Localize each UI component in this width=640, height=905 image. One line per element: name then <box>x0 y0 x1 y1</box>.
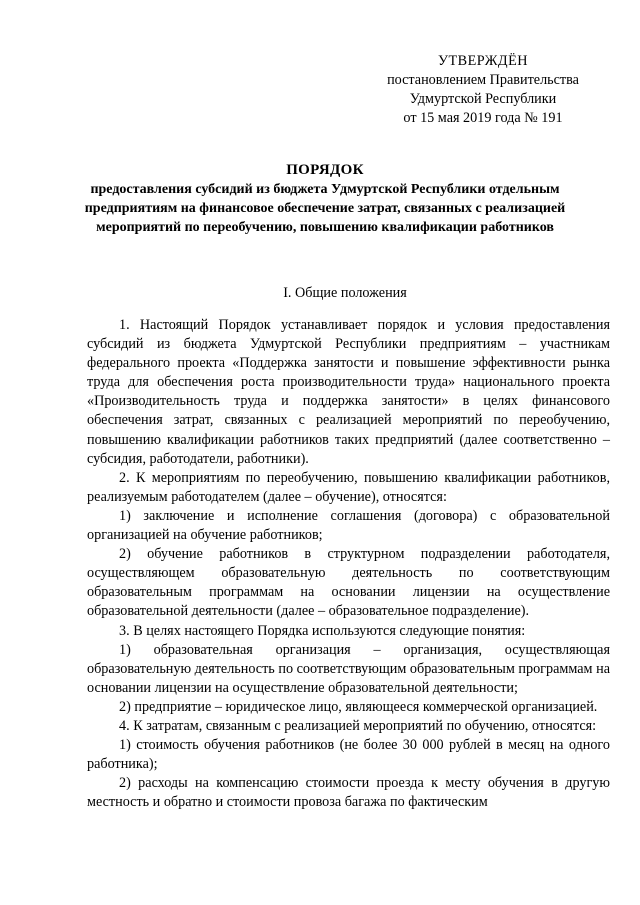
document-title <box>80 161 570 237</box>
paragraph: 1) образовательная организация – организация, осуществляющая образовательную деятельность по соответствующим образовательным программам на основании лицензии на осуществление образовательной деятельности; <box>87 641 610 696</box>
document-body <box>87 316 610 812</box>
approval-line-1: постановлением Правительства <box>387 72 579 88</box>
paragraph: 2) обучение работников в структурном подразделении работодателя, осуществляющем образовательную деятельность по соответствующим образовательным программам на основании лицензии на осуществление образовательной деятельности (далее – образовательное подразделение). <box>87 546 610 620</box>
paragraph: 2) расходы на компенсацию стоимости проезда к месту обучения в другую местность и обратно и стоимости провоза багажа по фактическим <box>87 775 610 811</box>
paragraph: 1) заключение и исполнение соглашения (договора) с образовательной организацией на обучение работников; <box>87 507 610 544</box>
paragraph: 1) стоимость обучения работников (не более 30 000 рублей в месяц на одного работника); <box>87 737 610 773</box>
paragraph: 2. К мероприятиям по переобучению, повышению квалификации работников, реализуемым работодателем (далее – обучение), относятся: <box>87 469 610 505</box>
approval-line-2: Удмуртской Республики <box>409 91 557 107</box>
paragraph: 2) предприятие – юридическое лицо, являющееся коммерческой организацией. <box>119 698 598 715</box>
title-subtitle: предоставления субсидий из бюджета Удмуртской Республики отдельным предприятиям на финансовое обеспечение затрат, связанных с реализацией мероприятий по переобучению, повышению квалификации работников <box>84 182 566 235</box>
paragraph: 3. В целях настоящего Порядка используются следующие понятия: <box>119 622 526 639</box>
paragraph: 4. К затратам, связанным с реализацией мероприятий по обучению, относятся: <box>119 717 597 734</box>
title-main: ПОРЯДОК <box>286 162 364 178</box>
paragraph: 1. Настоящий Порядок устанавливает порядок и условия предоставления субсидий из бюджета Удмуртской Республики предприятиям – участникам федерального проекта «Поддержка занятости и повышение эффективности рынка труда для обеспечения роста производительности труда» национального проекта «Производительность труда и поддержка занятости» в целях финансового обеспечения затрат, связанных с реализацией мероприятий по переобучению, повышению квалификации работников таких предприятий (далее соответственно – субсидия, работодатели, работники). <box>87 317 610 467</box>
approval-line-3: от 15 мая 2019 года № 191 <box>403 110 563 126</box>
section-heading: I. Общие положения <box>283 285 407 301</box>
approval-stamp <box>368 52 598 128</box>
approval-heading: УТВЕРЖДЁН <box>437 53 529 69</box>
